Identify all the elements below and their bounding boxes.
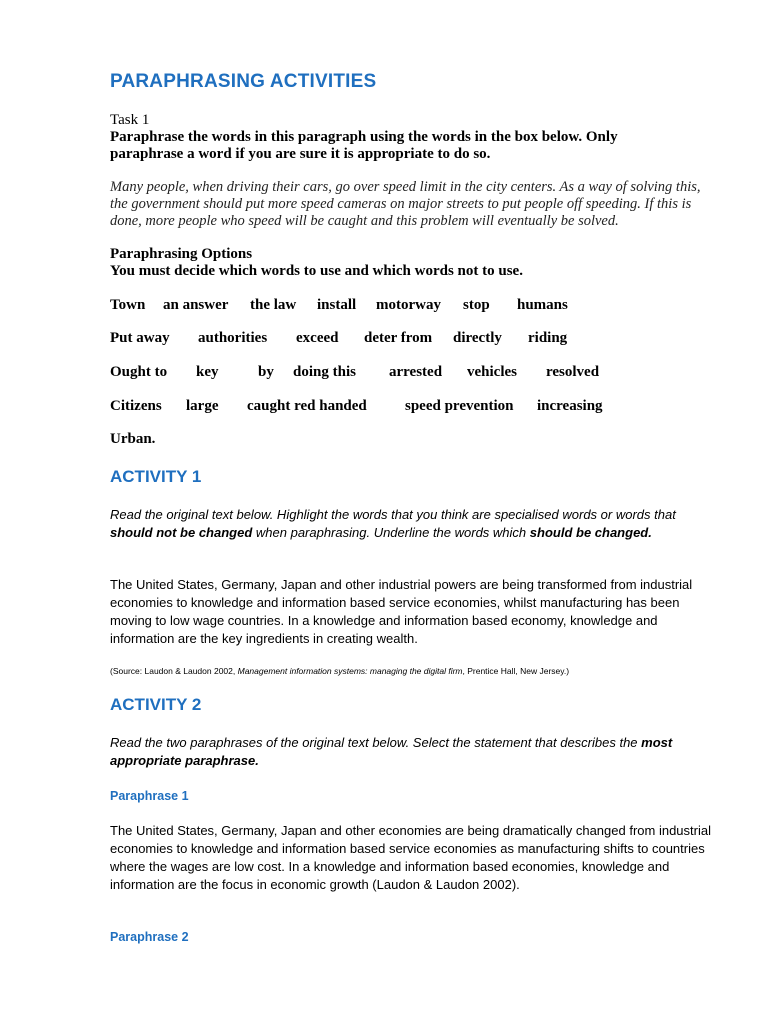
- word-option: resolved: [546, 364, 600, 380]
- word-option: Ought to: [110, 364, 168, 380]
- activity-1-heading: ACTIVITY 1: [110, 467, 202, 486]
- word-option: stop: [463, 297, 490, 313]
- word-option: caught red handed: [247, 398, 367, 414]
- word-option: humans: [517, 297, 568, 313]
- word-option: key: [196, 364, 219, 380]
- word-option: increasing: [537, 398, 603, 414]
- word-option: the law: [250, 297, 297, 313]
- paraphrase-2-heading: Paraphrase 2: [110, 930, 189, 944]
- word-row-3: [110, 364, 730, 382]
- task-instruction: Paraphrase the words in this paragraph using the words in the box below. Only paraphrase a word if you are sure it is appropriate to do so.: [110, 129, 618, 162]
- word-row-5: [110, 431, 730, 449]
- word-option: deter from: [364, 330, 433, 346]
- word-option: arrested: [389, 364, 443, 380]
- paraphrase-1-heading: Paraphrase 1: [110, 789, 189, 803]
- word-option: Citizens: [110, 398, 162, 414]
- paraphrase-1-text: The United States, Germany, Japan and other economies are being dramatically changed from industrial economies to knowledge and information based service economies as manufacturing shifts to countries where the wages are low cost. In a knowledge and information based economies, knowledge and information are the focus in economic growth (Laudon & Laudon 2002).: [110, 823, 711, 892]
- word-option: exceed: [296, 330, 339, 346]
- word-option: motorway: [376, 297, 441, 313]
- word-option: authorities: [198, 330, 268, 346]
- activity-2-heading: ACTIVITY 2: [110, 695, 202, 714]
- activity-2-instruction: Read the two paraphrases of the original text below. Select the statement that describes the most appropriate paraphrase.: [110, 735, 673, 768]
- word-row-1: [110, 297, 730, 315]
- task-label: Task 1: [110, 112, 150, 128]
- word-row-2: [110, 330, 730, 348]
- word-option: large: [186, 398, 219, 414]
- word-option: riding: [528, 330, 568, 346]
- word-option: Town: [110, 297, 146, 313]
- options-heading: Paraphrasing Options: [110, 246, 253, 262]
- activity-1-source: (Source: Laudon & Laudon 2002, Management information systems: managing the digital firm, Prentice Hall, New Jersey.): [110, 666, 570, 676]
- word-option: Urban.: [110, 431, 156, 447]
- word-option: Put away: [110, 330, 170, 346]
- word-option: install: [317, 297, 357, 313]
- activity-1-original-text: The United States, Germany, Japan and other industrial powers are being transformed from industrial economies to knowledge and information based service economies, whilst manufacturing has been moving to low wage countries. In a knowledge and information based economy, knowledge and information are the key ingredients in creating wealth.: [110, 577, 693, 646]
- word-option: by: [258, 364, 274, 380]
- word-option: speed prevention: [405, 398, 514, 414]
- options-subheading: You must decide which words to use and which words not to use.: [110, 263, 523, 279]
- activity-1-instruction: Read the original text below. Highlight the words that you think are specialised words or words that should not be changed when paraphrasing. Underline the words which should be changed.: [110, 507, 676, 540]
- word-option: vehicles: [467, 364, 517, 380]
- task-paragraph: Many people, when driving their cars, go over speed limit in the city centers. As a way of solving this, the government should put more speed cameras on major streets to put people off speeding. If this is done, more people who speed will be caught and this problem will eventually be solved.: [110, 179, 701, 229]
- word-option: doing this: [293, 364, 356, 380]
- page-title: PARAPHRASING ACTIVITIES: [110, 71, 377, 92]
- word-row-4: [110, 398, 730, 416]
- word-option: directly: [453, 330, 502, 346]
- word-option: an answer: [163, 297, 229, 313]
